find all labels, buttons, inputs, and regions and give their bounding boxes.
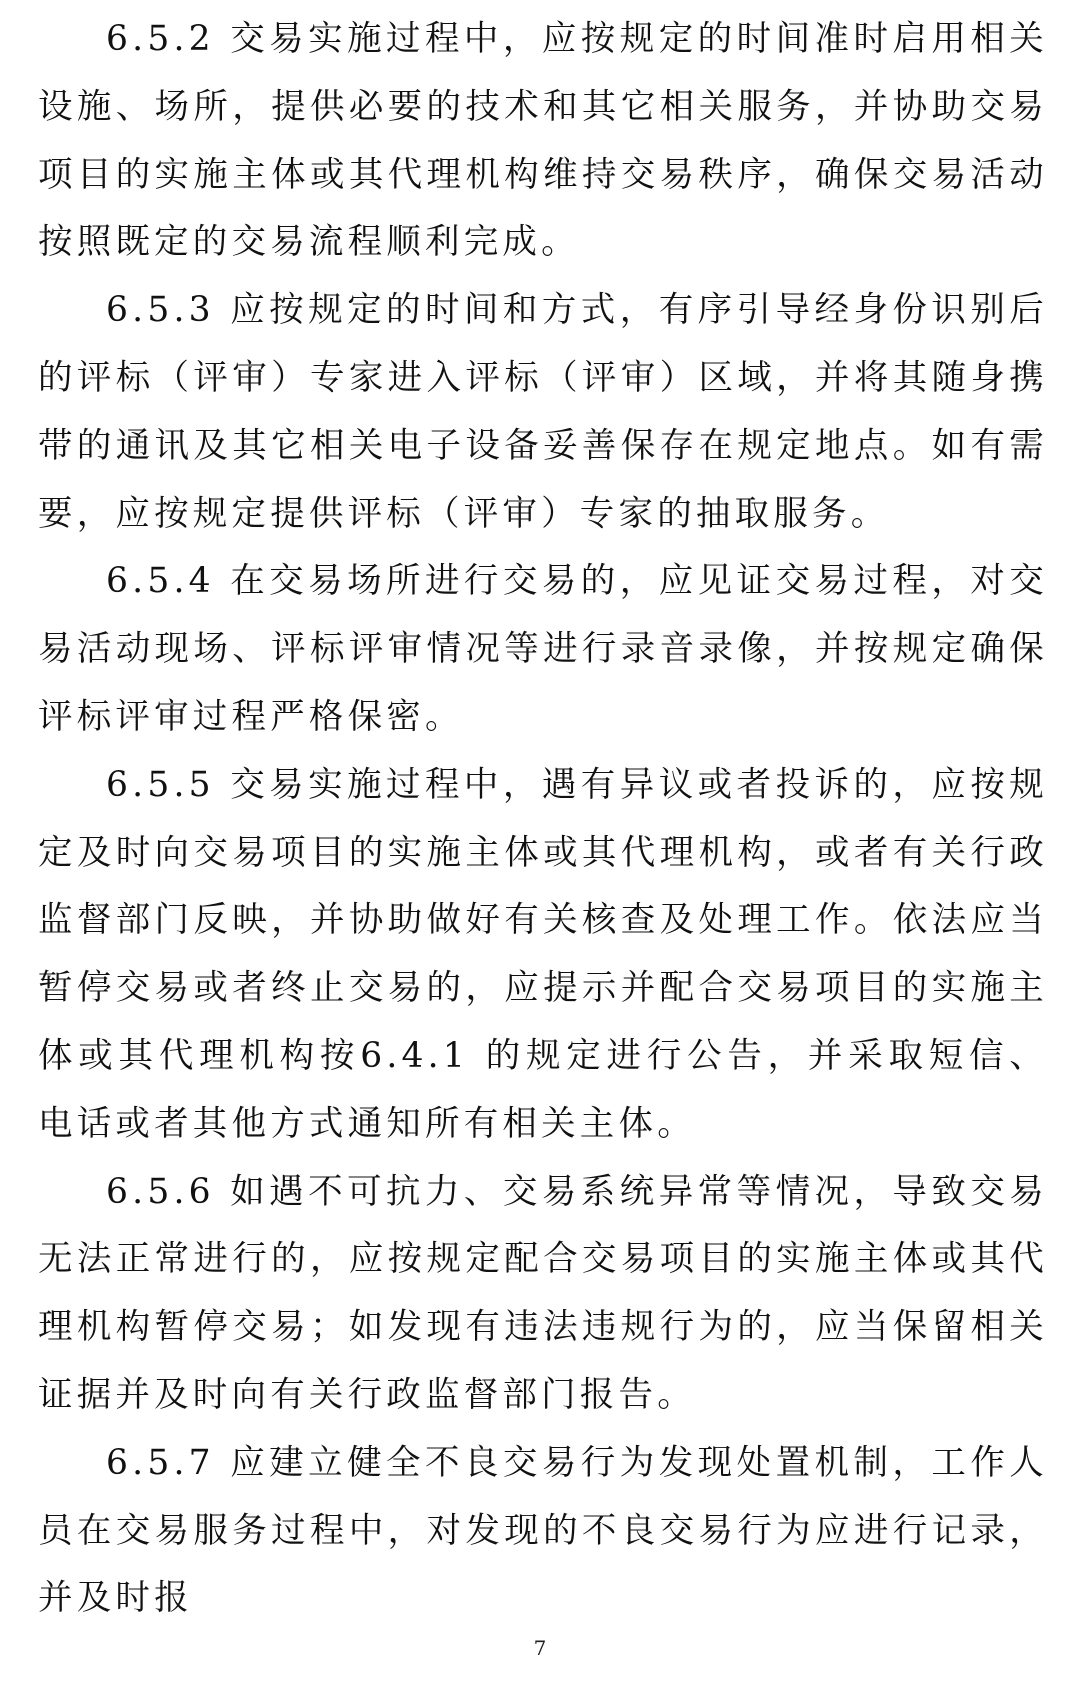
paragraph-6-5-3: 6.5.3 应按规定的时间和方式，有序引导经身份识别后的评标（评审）专家进入评标（评审）区域，并将其随身携带的通讯及其它相关电子设备妥善保存在规定地点。如有需要，应按规定提供评标（评审）专家的抽取服务。 bbox=[38, 290, 1048, 534]
paragraph-6-5-7: 6.5.7 应建立健全不良交易行为发现处置机制，工作人员在交易服务过程中，对发现的不良交易行为应进行记录，并及时报 bbox=[38, 1442, 1048, 1619]
paragraph-6-5-6: 6.5.6 如遇不可抗力、交易系统异常等情况，导致交易无法正常进行的，应按规定配合交易项目的实施主体或其代理机构暂停交易；如发现有违法违规行为的，应当保留相关证据并及时向有关行政监督部门报告。 bbox=[38, 1171, 1048, 1415]
document-body bbox=[38, 6, 1048, 1633]
paragraph-6-5-4: 6.5.4 在交易场所进行交易的，应见证交易过程，对交易活动现场、评标评审情况等进行录音录像，并按规定确保评标评审过程严格保密。 bbox=[38, 561, 1048, 737]
paragraph-6-5-2: 6.5.2 交易实施过程中，应按规定的时间准时启用相关设施、场所，提供必要的技术和其它相关服务，并协助交易项目的实施主体或其代理机构维持交易秩序，确保交易活动按照既定的交易流程顺利完成。 bbox=[38, 19, 1048, 263]
paragraph-6-5-5: 6.5.5 交易实施过程中，遇有异议或者投诉的，应按规定及时向交易项目的实施主体或其代理机构，或者有关行政监督部门反映，并协助做好有关核查及处理工作。依法应当暂停交易或者终止交易的，应提示并配合交易项目的实施主体或其代理机构按6.4.1 的规定进行公告，并采取短信、电话或者其他方式通知所有相关主体。 bbox=[38, 764, 1048, 1144]
page-number: 7 bbox=[533, 1636, 547, 1660]
